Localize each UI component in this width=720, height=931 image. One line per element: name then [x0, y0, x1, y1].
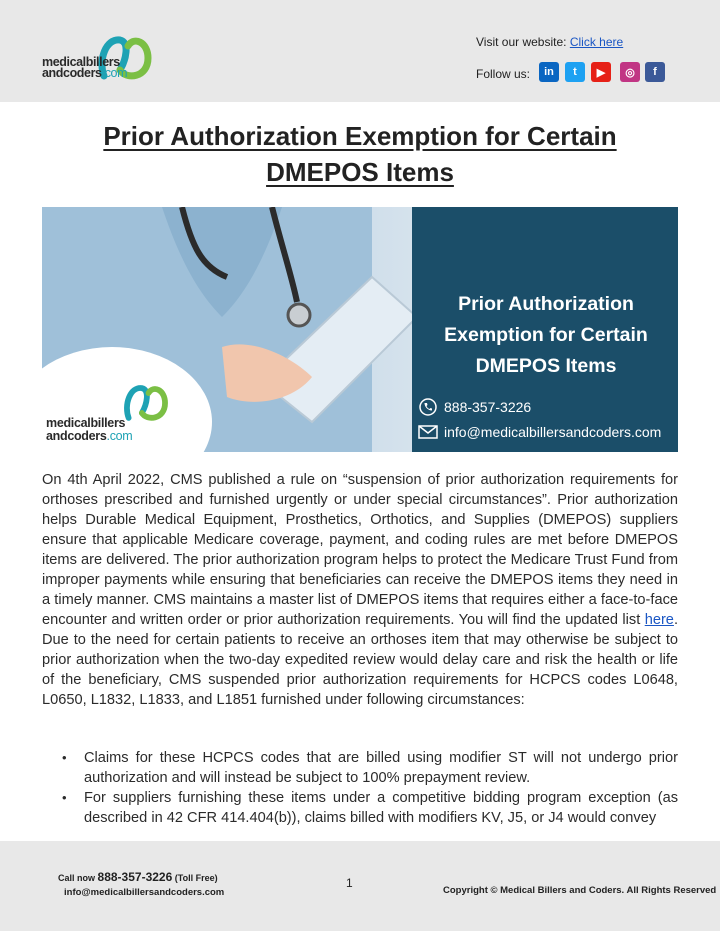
logo-line2: andcoders — [42, 66, 102, 80]
page-title — [60, 118, 660, 190]
banner-title-line2: Exemption for Certain — [444, 324, 648, 346]
page-header — [0, 0, 720, 102]
list-item: • Claims for these HCPCS codes that are billed using modifier ST will not undergo prior authorization and will instead be subject to 100% prepayment review. — [42, 748, 678, 788]
hero-banner — [42, 207, 678, 452]
banner-title — [418, 289, 674, 382]
banner-phone — [418, 399, 531, 415]
twitter-icon[interactable]: t — [565, 62, 585, 82]
page-number: 1 — [346, 876, 353, 890]
footer-email[interactable]: info@medicalbillersandcoders.com — [64, 887, 225, 898]
copyright-notice: Copyright © Medical Billers and Coders. All Rights Reserved — [443, 885, 717, 896]
instagram-icon[interactable]: ◎ — [620, 62, 640, 82]
banner-title-line3: DMEPOS Items — [475, 355, 617, 377]
banner-title-line1: Prior Authorization — [458, 293, 634, 315]
footer-toll-free: (Toll Free) — [174, 873, 218, 883]
banner-logo-line1: medicalbillers — [46, 416, 126, 430]
youtube-icon[interactable]: ▶ — [591, 62, 611, 82]
footer-call — [58, 870, 218, 884]
visit-label: Visit our website: — [476, 35, 567, 49]
intro-paragraph — [42, 470, 678, 710]
logo-text — [42, 57, 127, 79]
banner-email-text: info@medicalbillersandcoders.com — [444, 424, 662, 440]
logo-suffix: .com — [101, 66, 128, 80]
updated-list-link[interactable]: here — [644, 612, 674, 628]
visit-website — [476, 35, 623, 49]
title-line1: Prior Authorization Exemption for Certain — [103, 121, 617, 151]
phone-icon — [418, 399, 438, 415]
paragraph-text-before: On 4th April 2022, CMS published a rule on “suspension of prior authorization requirements for orthoses prescribed and furnished urgently or under special circumstances”. Prior authorization helps Durable Medical Equipment, Prosthetics, Orthotics, and Supplies (DMEPOS) suppliers ensure that applicable Medicare coverage, payment, and coding rules are met before DMEPOS items are delivered. The prior authorization program helps to protect the Medicare Trust Fund from improper payments while ensuring that beneficiaries can receive the DMEPOS items they need in a timely manner. CMS maintains a master list of DMEPOS items that requires either a face-to-face encounter and written order or prior authorization requirements. You will find the updated list — [42, 472, 678, 628]
banner-phone-text: 888-357-3226 — [444, 399, 532, 415]
follow-label: Follow us: — [476, 67, 531, 81]
footer-call-label: Call now — [58, 873, 96, 883]
linkedin-icon[interactable]: in — [539, 62, 559, 82]
mail-icon — [418, 424, 438, 440]
logo-line1: medicalbillers — [42, 55, 120, 69]
paragraph-text-after: . Due to the need for certain patients to receive an orthoses item that may otherwise be subject to prior authorization when the two-day expedited review would delay care and risk the health or life of the beneficiary, CMS suspended prior authorization requirements for HCPCS codes L0648, L0650, L1832, L1833, and L1851 furnished under following circumstances: — [42, 612, 678, 708]
circumstances-list — [42, 748, 678, 828]
page-footer — [0, 841, 720, 931]
banner-logo-text — [46, 417, 132, 443]
title-line2: DMEPOS Items — [266, 157, 454, 187]
facebook-icon[interactable]: f — [645, 62, 665, 82]
banner-logo-line2: andcoders — [46, 429, 107, 443]
company-logo[interactable] — [42, 30, 154, 86]
list-item: • For suppliers furnishing these items under a competitive bidding program exception (as described in 42 CFR 414.404(b)), claims billed with modifiers KV, J5, or J4 would convey — [42, 788, 678, 828]
website-link[interactable]: Click here — [569, 35, 624, 49]
banner-email — [418, 424, 661, 440]
banner-logo-suffix: .com — [106, 429, 133, 443]
footer-phone[interactable]: 888-357-3226 — [97, 870, 173, 884]
